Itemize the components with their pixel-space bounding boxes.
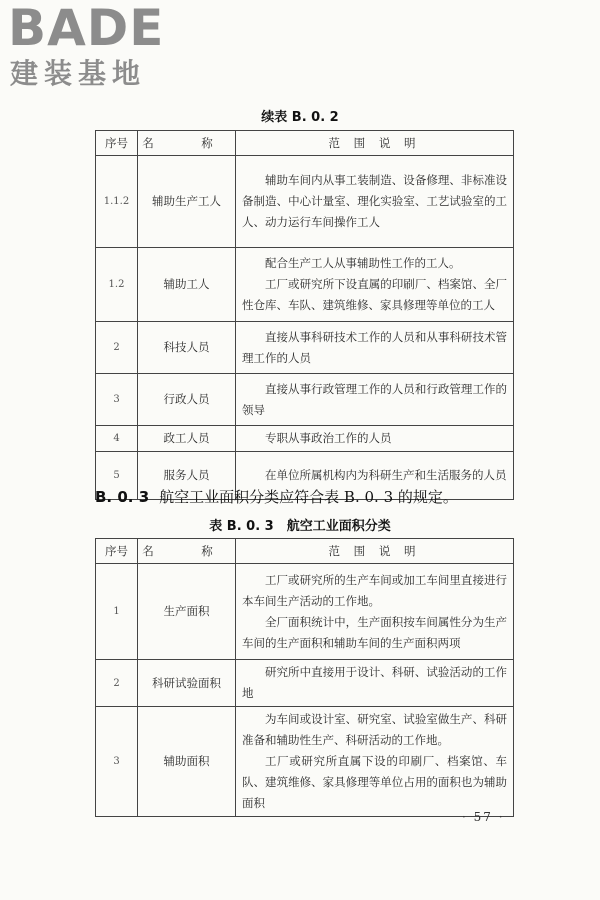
header-name: 名 称 (138, 539, 236, 564)
row-desc: 研究所中直接用于设计、科研、试验活动的工作地 (236, 660, 514, 707)
row-desc: 工厂或研究所的生产车间或加工车间里直接进行本车间生产活动的工作地。 全厂面积统计中，生产面积按车间属性分为生产车间的生产面积和辅助车间的生产面积两项 (236, 564, 514, 660)
bade-logo (8, 2, 178, 94)
row-desc: 专职从事政治工作的人员 (236, 426, 514, 452)
row-no: 5 (96, 452, 138, 500)
row-desc: 在单位所属机构内为科研生产和生活服务的人员 (236, 452, 514, 500)
row-no: 1 (96, 564, 138, 660)
row-no: 2 (96, 660, 138, 707)
row-desc: 直接从事科研技术工作的人员和从事科研技术管理工作的人员 (236, 322, 514, 374)
header-desc: 范 围 说 明 (236, 539, 514, 564)
row-name: 行政人员 (138, 374, 236, 426)
row-name: 科技人员 (138, 322, 236, 374)
table-row (96, 322, 514, 374)
row-desc: 配合生产工人从事辅助性工作的工人。 工厂或研究所下设直属的印刷厂、档案馆、全厂性仓库、车队、建筑维修、家具修理等单位的工人 (236, 248, 514, 322)
header-name: 名 称 (138, 131, 236, 156)
table2-caption: 表 B. 0. 3 航空工业面积分类 (209, 519, 391, 534)
table-header-row (96, 131, 514, 156)
header-no: 序号 (96, 539, 138, 564)
row-no: 3 (96, 707, 138, 817)
row-desc: 为车间或设计室、研究室、试验室做生产、科研准备和辅助性生产、科研活动的工作地。 工厂或研究所直属下设的印刷厂、档案馆、车队、建筑维修、家具修理等单位占用的面积也为辅助面积 (236, 707, 514, 817)
logo-brand-text: BADE (8, 0, 165, 57)
row-name: 辅助生产工人 (138, 156, 236, 248)
row-desc: 直接从事行政管理工作的人员和行政管理工作的领导 (236, 374, 514, 426)
row-desc: 辅助车间内从事工装制造、设备修理、非标准设备制造、中心计量室、理化实验室、工艺试验室的工人、动力运行车间操作工人 (236, 156, 514, 248)
table-row (96, 564, 514, 660)
row-name: 科研试验面积 (138, 660, 236, 707)
row-no: 2 (96, 322, 138, 374)
table-row (96, 248, 514, 322)
table-b02-continued (95, 130, 514, 500)
table-b03 (95, 538, 514, 817)
row-no: 1.1.2 (96, 156, 138, 248)
header-no: 序号 (96, 131, 138, 156)
clause-text: 航空工业面积分类应符合表 B. 0. 3 的规定。 (159, 488, 458, 506)
table1-caption: 续表 B. 0. 2 (261, 110, 339, 125)
row-name: 服务人员 (138, 452, 236, 500)
row-no: 4 (96, 426, 138, 452)
table-row (96, 426, 514, 452)
table-row (96, 156, 514, 248)
table-header-row (96, 539, 514, 564)
clause-b03 (95, 486, 458, 507)
row-name: 辅助面积 (138, 707, 236, 817)
logo-subtitle: 建装基地 (10, 57, 147, 90)
header-desc: 范 围 说 明 (236, 131, 514, 156)
page-number: · 57 · (462, 810, 505, 824)
table-row (96, 374, 514, 426)
row-no: 3 (96, 374, 138, 426)
table-row (96, 660, 514, 707)
table-row (96, 707, 514, 817)
row-name: 辅助工人 (138, 248, 236, 322)
row-name: 政工人员 (138, 426, 236, 452)
row-no: 1.2 (96, 248, 138, 322)
row-name: 生产面积 (138, 564, 236, 660)
clause-number: B. 0. 3 (95, 488, 150, 506)
